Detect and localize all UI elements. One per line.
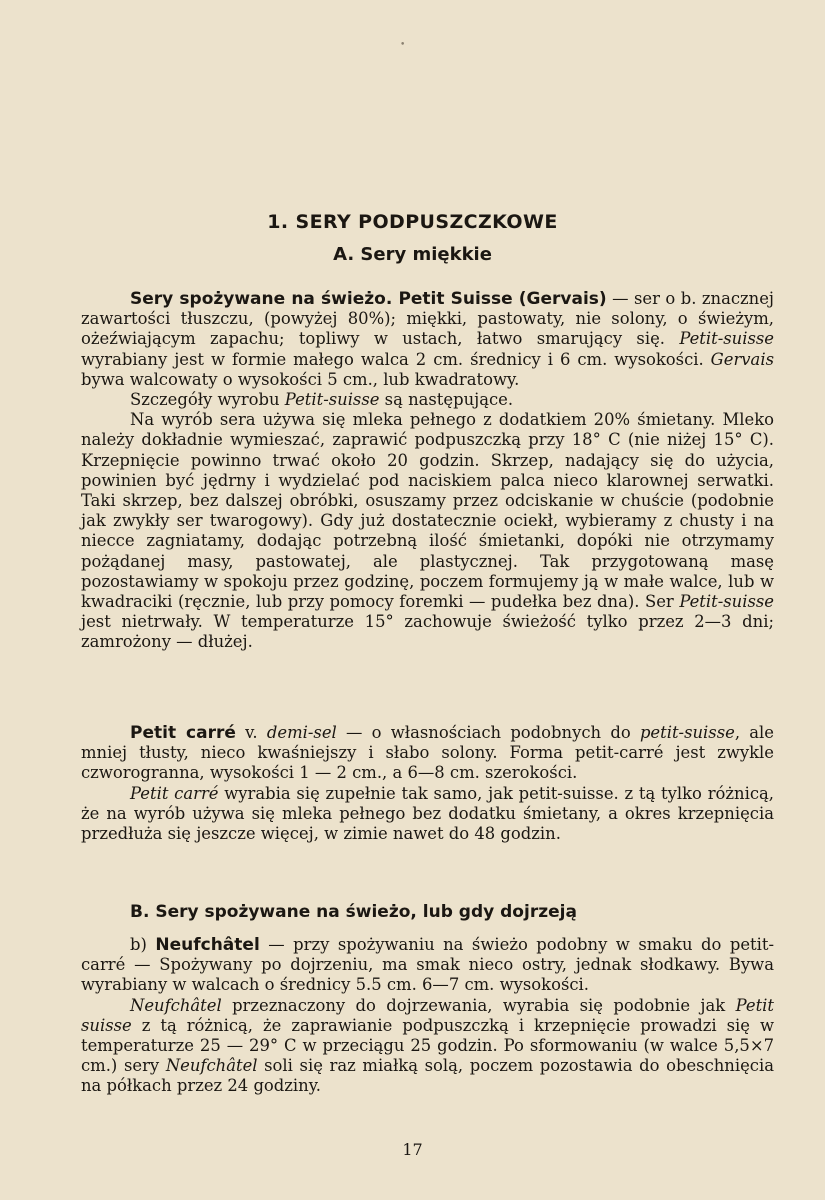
section-petit-carre [81,723,774,844]
paragraph: Na wyrób sera używa się mleka pełnego z dodatkiem 20% śmietany. Mleko należy dokładnie wymieszać, zaprawić podpuszczką przy 18° C (nie niżej 15° C). Krzepnięcie powinno trwać około 20 godzin. Skrzep, nadający się do użycia, powinien być jędrny i wydzielać pod naciskiem palca nieco klarownej serwatki. Taki skrzep, bez dalszej obróbki, osuszamy przez odciskanie w chuście (podobnie jak zwykły ser twarogowy). Gdy już dostatecznie ociekł, wybieramy z chusty i na niecce zagniatamy, dodając potrzebną ilość śmietanki, dopóki nie otrzymamy pożądanej masy, pastowatej, ale plastycznej. Tak przygotowaną masę pozostawiamy w spokoju przez godzinę, poczem formujemy ją w małe walce, lub w kwadraciki (ręcznie, lub przy pomocy foremki — pudełka bez dna). Ser Petit-suisse jest nietrwały. W temperaturze 15° zachowuje świeżość tylko przez 2—3 dni; zamrożony — dłużej. [81,410,774,652]
section-heading-a: A. Sery miękkie [333,244,492,265]
section-heading-b: B. Sery spożywane na świeżo, lub gdy dojrzeją [130,902,577,922]
paragraph: b) Neufchâtel — przy spożywaniu na świeżo podobny w smaku do petit-carré — Spożywany po dojrzeniu, ma smak nieco ostry, jednak słodkawy. Bywa wyrabiany w walcach o średnicy 5.5 cm. 6—7 cm. wysokości. [81,935,774,995]
term-lead: Petit carré [130,723,236,743]
term-lead: Sery spożywane na świeżo. Petit Suisse (Gervais) [130,289,607,309]
paragraph: Neufchâtel przeznaczony do dojrzewania, wyrabia się podobnie jak Petit suisse z tą różnicą, że zaprawianie podpuszczką i krzepnięcie prowadzi się w temperaturze 25 — 29° C w przeciągu 25 godzin. Po sformowaniu (w walce 5,5×7 cm.) sery Neufchâtel soli się raz miałką solą, poczem pozostawia do obeschnięcia na półkach przez 24 godziny. [81,995,774,1096]
section-neufchatel [81,935,774,1097]
paragraph: Petit carré wyrabia się zupełnie tak samo, jak petit-suisse. z tą tylko różnicą, że na wyrób używa się mleka pełnego bez dodatku śmietany, a okres krzepnięcia przedłuża się jeszcze więcej, w zimie nawet do 48 godzin. [81,783,774,844]
term-lead: Neufchâtel [155,935,260,955]
print-mark: • [400,40,406,50]
page-number: 17 [402,1140,423,1159]
chapter-heading: 1. SERY PODPUSZCZKOWE [267,211,558,233]
paragraph: Sery spożywane na świeżo. Petit Suisse (Gervais) — ser o b. znacznej zawartości tłuszczu, (powyżej 80%); miękki, pastowaty, nie solony, o świeżym, ożeźwiającym zapachu; topliwy w ustach, łatwo smarujący się. Petit-suisse wyrabiany jest w formie małego walca 2 cm. średnicy i 6 cm. wysokości. Gervais bywa walcowaty o wysokości 5 cm., lub kwadratowy. [81,289,774,389]
section-petit-suisse [81,289,774,653]
paragraph: Petit carré v. demi-sel — o własnościach podobnych do petit-suisse, ale mniej tłusty, nieco kwaśniejszy i słabo solony. Forma petit-carré jest zwykle czworogranna, wysokości 1 — 2 cm., a 6—8 cm. szerokości. [81,723,774,783]
paragraph: Szczegóły wyrobu Petit-suisse są następujące. [130,390,514,410]
